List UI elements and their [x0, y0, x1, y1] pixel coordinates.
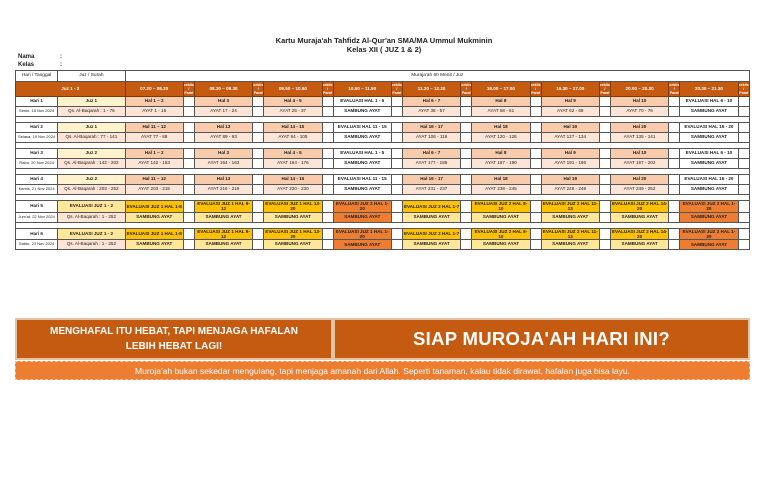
hafalan-cell: Hal 14 - 15: [264, 123, 322, 133]
paraf-cell[interactable]: [599, 240, 610, 250]
ceklis-cell[interactable]: [738, 175, 749, 185]
paraf-cell[interactable]: [322, 107, 333, 117]
ayat-cell: SAMBUNG AYAT: [333, 185, 391, 195]
day-label: Hari 2: [16, 123, 58, 133]
hafalan-cell: Hal 8: [472, 149, 530, 159]
ayat-cell: AYAT 1 - 16: [125, 107, 183, 117]
date-label: Jum'at, 22 Nov 2024: [16, 212, 58, 222]
ayat-cell: AYAT 197 - 202: [610, 159, 668, 169]
hafalan-cell: Hal 11 – 12: [125, 123, 183, 133]
header-juz-surah: Juz / Surah: [58, 71, 125, 82]
table-row: [16, 133, 750, 143]
paraf-cell[interactable]: [391, 240, 402, 250]
hafalan-cell: EVALUASI HAL 1 - 5: [333, 97, 391, 107]
ceklis-cell[interactable]: [530, 149, 541, 159]
ceklis-cell[interactable]: [599, 123, 610, 133]
header-time-slot: 07.20 – 08.20: [125, 82, 183, 97]
paraf-cell[interactable]: [461, 159, 472, 169]
ayat-cell: SAMBUNG AYAT: [472, 212, 530, 222]
ceklis-cell[interactable]: [669, 123, 680, 133]
nama-colon: :: [60, 54, 62, 60]
header-ceklis-paraf: ceklis / Paraf: [669, 82, 680, 96]
paraf-cell[interactable]: [461, 185, 472, 195]
ayat-cell: AYAT 70 - 76: [610, 107, 668, 117]
ayat-cell: SAMBUNG AYAT: [194, 240, 252, 250]
paraf-cell[interactable]: [183, 159, 194, 169]
paraf-cell[interactable]: [669, 185, 680, 195]
ceklis-cell[interactable]: [461, 228, 472, 240]
date-label: Kamis, 21 Nov 2024: [16, 185, 58, 195]
ayat-cell: SAMBUNG AYAT: [610, 212, 668, 222]
paraf-cell[interactable]: [530, 212, 541, 222]
paraf-cell[interactable]: [322, 240, 333, 250]
paraf-cell[interactable]: [599, 212, 610, 222]
hafalan-cell: EVALUASI JUZ 2 HAL 1-20: [680, 228, 738, 240]
ceklis-cell[interactable]: [599, 97, 610, 107]
ceklis-cell[interactable]: [530, 175, 541, 185]
ceklis-cell[interactable]: [322, 149, 333, 159]
ayat-cell: SAMBUNG AYAT: [680, 159, 738, 169]
header-ceklis-paraf: ceklis / Paraf: [253, 82, 264, 96]
ayat-cell: AYAT 106 - 119: [402, 133, 460, 143]
hafalan-cell: Hal 20: [610, 175, 668, 185]
paraf-cell[interactable]: [461, 107, 472, 117]
paraf-cell[interactable]: [738, 159, 749, 169]
hafalan-cell: Hal 18: [472, 123, 530, 133]
ceklis-cell[interactable]: [253, 123, 264, 133]
header-ceklis-paraf: ceklis / Paraf: [738, 82, 749, 96]
date-label: Selasa, 19 Nov 2024: [16, 133, 58, 143]
hafalan-cell: EVALUASI HAL 6 - 10: [680, 97, 738, 107]
juz-cell: Juz 2: [58, 175, 125, 185]
hafalan-cell: Hal 4 - 5: [264, 149, 322, 159]
ceklis-cell[interactable]: [391, 175, 402, 185]
surah-cell: Qs. Al-Baqarah : 77 - 141: [58, 133, 125, 143]
ayat-cell: SAMBUNG AYAT: [333, 107, 391, 117]
murajaah-table: [15, 70, 750, 250]
ceklis-cell[interactable]: [322, 201, 333, 213]
ceklis-cell[interactable]: [183, 149, 194, 159]
table-row: [16, 149, 750, 159]
hafalan-cell: EVALUASI JUZ 2 HAL 14-20: [611, 201, 668, 212]
ayat-cell: AYAT 58 - 61: [472, 107, 530, 117]
table-row: [16, 97, 750, 107]
paraf-cell[interactable]: [253, 133, 264, 143]
ayat-cell: AYAT 25 - 37: [264, 107, 322, 117]
hafalan-cell: Hal 4 - 5: [264, 97, 322, 107]
ceklis-cell[interactable]: [669, 228, 680, 240]
juz-cell: Juz 1: [58, 97, 125, 107]
ayat-cell: SAMBUNG AYAT: [541, 212, 599, 222]
paraf-cell[interactable]: [669, 159, 680, 169]
header-murajaah-span: Muraja'ah 60 Menit / Juz: [125, 71, 749, 82]
ceklis-cell[interactable]: [599, 228, 610, 240]
hafalan-cell: Hal 10: [610, 97, 668, 107]
header-ceklis-paraf: ceklis / Paraf: [461, 82, 472, 96]
murojaah-call-banner: SIAP MUROJA'AH HARI INI?: [333, 318, 750, 360]
paraf-cell[interactable]: [530, 185, 541, 195]
hafalan-cell: EVALUASI JUZ 2 HAL 11-13: [542, 201, 598, 212]
table-row: [16, 228, 750, 240]
header-time-slot: 10.50 – 11.50: [333, 82, 391, 97]
paraf-cell[interactable]: [391, 159, 402, 169]
date-label: Sabtu, 23 Nov 2024: [16, 240, 58, 250]
ceklis-cell[interactable]: [530, 97, 541, 107]
hafalan-cell: Hal 6 - 7: [402, 97, 460, 107]
hafalan-cell: Hal 18: [472, 175, 530, 185]
ceklis-cell[interactable]: [253, 201, 264, 213]
hafalan-cell: EVALUASI JUZ 1 HAL 1-8: [125, 228, 183, 240]
paraf-cell[interactable]: [322, 159, 333, 169]
ayat-cell: SAMBUNG AYAT: [333, 240, 391, 250]
paraf-cell[interactable]: [253, 159, 264, 169]
ceklis-cell[interactable]: [530, 123, 541, 133]
header-time-slot: 09.50 – 10.50: [264, 82, 322, 97]
ayat-cell: SAMBUNG AYAT: [264, 212, 322, 222]
paraf-cell[interactable]: [669, 133, 680, 143]
paraf-cell[interactable]: [530, 107, 541, 117]
paraf-cell[interactable]: [391, 212, 402, 222]
hafalan-cell: Hal 3: [194, 149, 252, 159]
hafalan-cell: EVALUASI HAL 11 - 15: [333, 175, 391, 185]
ceklis-cell[interactable]: [183, 201, 194, 213]
ayat-cell: AYAT 62 - 69: [541, 107, 599, 117]
ayat-cell: SAMBUNG AYAT: [541, 240, 599, 250]
paraf-cell[interactable]: [183, 185, 194, 195]
header-time-slot: 16.30 – 17.00: [541, 82, 599, 97]
paraf-cell[interactable]: [253, 240, 264, 250]
hafalan-cell: EVALUASI JUZ 2 HAL 1-20: [333, 201, 391, 213]
ceklis-cell[interactable]: [461, 175, 472, 185]
paraf-cell[interactable]: [669, 240, 680, 250]
surah-cell: Qs. Al-Baqarah : 203 - 252: [58, 185, 125, 195]
ayat-cell: AYAT 238 - 245: [472, 185, 530, 195]
juz-cell: EVALUASI JUZ 1 - 2: [58, 228, 125, 240]
ceklis-cell[interactable]: [322, 123, 333, 133]
hafalan-cell: Hal 13: [194, 123, 252, 133]
ceklis-cell[interactable]: [738, 149, 749, 159]
ayat-cell: AYAT 127 - 134: [541, 133, 599, 143]
ayat-cell: SAMBUNG AYAT: [680, 212, 738, 222]
paraf-cell[interactable]: [461, 212, 472, 222]
date-label: Rabu, 20 Nov 2024: [16, 159, 58, 169]
paraf-cell[interactable]: [253, 185, 264, 195]
ayat-cell: SAMBUNG AYAT: [402, 240, 460, 250]
ceklis-cell[interactable]: [669, 175, 680, 185]
quote-banner: Muroja'ah bukan sekedar mengulang, tapi menjaga amanah dari Allah. Seperti tanaman, kalau tidak dirawat, hafalan juga bisa layu.: [15, 361, 750, 380]
paraf-cell[interactable]: [738, 240, 749, 250]
hafalan-cell: EVALUASI JUZ 2 HAL 8-10: [472, 228, 530, 240]
page-subtitle: Kelas XII ( JUZ 1 & 2): [346, 45, 422, 54]
hafalan-cell: EVALUASI JUZ 2 HAL 1-7: [402, 228, 460, 240]
hafalan-cell: EVALUASI JUZ 1 HAL 13-20: [265, 228, 321, 239]
ceklis-cell[interactable]: [530, 201, 541, 213]
ayat-cell: AYAT 17 - 24: [194, 107, 252, 117]
hafalan-cell: Hal 8: [472, 97, 530, 107]
ayat-cell: AYAT 191 - 196: [541, 159, 599, 169]
ayat-cell: SAMBUNG AYAT: [125, 212, 183, 222]
ceklis-cell[interactable]: [322, 228, 333, 240]
paraf-cell[interactable]: [183, 133, 194, 143]
header-time-slot: 08.30 – 09.30: [194, 82, 252, 97]
day-label: Hari 4: [16, 175, 58, 185]
ayat-cell: AYAT 120 - 126: [472, 133, 530, 143]
paraf-cell[interactable]: [461, 240, 472, 250]
paraf-cell[interactable]: [530, 240, 541, 250]
paraf-cell[interactable]: [738, 212, 749, 222]
ayat-cell: AYAT 187 - 190: [472, 159, 530, 169]
ayat-cell: AYAT 94 - 105: [264, 133, 322, 143]
ceklis-cell[interactable]: [322, 97, 333, 107]
hafalan-cell: EVALUASI JUZ 1 HAL 9-12: [194, 201, 252, 213]
juz-cell: EVALUASI JUZ 1 - 2: [58, 201, 125, 213]
ayat-cell: AYAT 135 - 141: [610, 133, 668, 143]
hafalan-cell: EVALUASI JUZ 2 HAL 11-13: [542, 228, 598, 239]
ceklis-cell[interactable]: [391, 123, 402, 133]
paraf-cell[interactable]: [669, 212, 680, 222]
header-hari-tanggal: Hari / Tanggal: [16, 71, 58, 82]
hafalan-cell: EVALUASI JUZ 2 HAL 1-20: [680, 201, 738, 213]
table-row: [16, 107, 750, 117]
ceklis-cell[interactable]: [738, 123, 749, 133]
nama-field[interactable]: [18, 54, 62, 60]
motivation-line-2: LEBIH HEBAT LAGI!: [125, 341, 223, 352]
day-label: Hari 3: [16, 149, 58, 159]
hafalan-cell: Hal 9: [541, 149, 599, 159]
paraf-cell[interactable]: [322, 185, 333, 195]
hafalan-cell: EVALUASI JUZ 2 HAL 14-20: [611, 228, 668, 239]
hafalan-cell: EVALUASI JUZ 1 HAL 9-12: [194, 228, 252, 240]
date-label: Senin, 18 Nov 2024: [16, 107, 58, 117]
ceklis-cell[interactable]: [738, 97, 749, 107]
ceklis-cell[interactable]: [183, 228, 194, 240]
table-row: [16, 201, 750, 213]
kelas-colon: :: [60, 62, 62, 68]
ceklis-cell[interactable]: [461, 201, 472, 213]
header-ceklis-paraf: ceklis / Paraf: [599, 82, 610, 96]
hafalan-cell: EVALUASI HAL 11 - 15: [333, 123, 391, 133]
juz-cell: Juz 1: [58, 123, 125, 133]
ayat-cell: SAMBUNG AYAT: [333, 133, 391, 143]
paraf-cell[interactable]: [391, 107, 402, 117]
ayat-cell: SAMBUNG AYAT: [333, 212, 391, 222]
ceklis-cell[interactable]: [530, 228, 541, 240]
hafalan-cell: Hal 6 - 7: [402, 149, 460, 159]
ceklis-cell[interactable]: [253, 149, 264, 159]
ayat-cell: SAMBUNG AYAT: [333, 159, 391, 169]
ayat-cell: SAMBUNG AYAT: [264, 240, 322, 250]
ceklis-cell[interactable]: [599, 149, 610, 159]
ceklis-cell[interactable]: [253, 97, 264, 107]
table-row: [16, 159, 750, 169]
ceklis-cell[interactable]: [391, 97, 402, 107]
hafalan-cell: Hal 1 – 2: [125, 97, 183, 107]
hafalan-cell: EVALUASI JUZ 1 HAL 13-20: [265, 201, 321, 212]
ceklis-cell[interactable]: [669, 97, 680, 107]
hafalan-cell: EVALUASI HAL 6 - 10: [680, 149, 738, 159]
ayat-cell: SAMBUNG AYAT: [194, 212, 252, 222]
surah-cell: Qs. Al-Baqarah : 1 - 252: [58, 240, 125, 250]
ceklis-cell[interactable]: [391, 149, 402, 159]
nama-label: Nama: [18, 54, 35, 60]
ayat-cell: AYAT 231 - 237: [402, 185, 460, 195]
ceklis-cell[interactable]: [599, 201, 610, 213]
ceklis-cell[interactable]: [391, 201, 402, 213]
hafalan-cell: Hal 20: [610, 123, 668, 133]
paraf-cell[interactable]: [530, 159, 541, 169]
ayat-cell: AYAT 177 - 186: [402, 159, 460, 169]
paraf-cell[interactable]: [738, 185, 749, 195]
ayat-cell: SAMBUNG AYAT: [402, 212, 460, 222]
kelas-label: Kelas: [18, 62, 35, 68]
ceklis-cell[interactable]: [322, 175, 333, 185]
ayat-cell: AYAT 249 - 252: [610, 185, 668, 195]
hafalan-cell: EVALUASI HAL 16 - 20: [680, 123, 738, 133]
hafalan-cell: EVALUASI JUZ 1 HAL 1-20: [333, 228, 391, 240]
paraf-cell[interactable]: [183, 212, 194, 222]
hafalan-cell: EVALUASI HAL 16 - 20: [680, 175, 738, 185]
page-title: Kartu Muraja'ah Tahfidz Al-Qur'an SMA/MA Ummul Mukminin: [275, 36, 493, 45]
hafalan-cell: Hal 19: [541, 123, 599, 133]
ayat-cell: AYAT 164 - 176: [264, 159, 322, 169]
hafalan-cell: Hal 16 - 17: [402, 123, 460, 133]
paraf-cell[interactable]: [183, 240, 194, 250]
hafalan-cell: EVALUASI HAL 1 - 5: [333, 149, 391, 159]
paraf-cell[interactable]: [669, 107, 680, 117]
header-time-slot: 20.00 – 20.30: [610, 82, 668, 97]
paraf-cell[interactable]: [322, 212, 333, 222]
paraf-cell[interactable]: [253, 107, 264, 117]
paraf-cell[interactable]: [530, 133, 541, 143]
hafalan-cell: Hal 19: [541, 175, 599, 185]
surah-cell: Qs. Al-Baqarah : 142 - 202: [58, 159, 125, 169]
ceklis-cell[interactable]: [461, 123, 472, 133]
header-time-slot: 16.00 – 17.00: [472, 82, 530, 97]
table-row: [16, 212, 750, 222]
motivation-line-1: MENGHAFAL ITU HEBAT, TAPI MENJAGA HAFALAN: [50, 326, 298, 337]
ayat-cell: AYAT 154 - 163: [194, 159, 252, 169]
day-label: Hari 1: [16, 97, 58, 107]
hafalan-cell: EVALUASI JUZ 1 HAL 1-8: [125, 201, 183, 213]
ayat-cell: SAMBUNG AYAT: [680, 107, 738, 117]
motivation-banner: [15, 318, 333, 360]
day-label: Hari 5: [16, 201, 58, 213]
header-ceklis-paraf: ceklis / Paraf: [391, 82, 402, 96]
ceklis-cell[interactable]: [183, 175, 194, 185]
day-label: Hari 6: [16, 228, 58, 240]
ceklis-cell[interactable]: [253, 175, 264, 185]
paraf-cell[interactable]: [322, 133, 333, 143]
juz-cell: Juz 2: [58, 149, 125, 159]
paraf-cell[interactable]: [253, 212, 264, 222]
ayat-cell: AYAT 203 - 215: [125, 185, 183, 195]
hafalan-cell: Hal 10: [610, 149, 668, 159]
ceklis-cell[interactable]: [738, 201, 749, 213]
ceklis-cell[interactable]: [669, 149, 680, 159]
ceklis-cell[interactable]: [253, 228, 264, 240]
hafalan-cell: Hal 1 – 2: [125, 149, 183, 159]
ayat-cell: SAMBUNG AYAT: [472, 240, 530, 250]
ceklis-cell[interactable]: [183, 123, 194, 133]
hafalan-cell: Hal 3: [194, 97, 252, 107]
ceklis-cell[interactable]: [461, 149, 472, 159]
paraf-cell[interactable]: [391, 185, 402, 195]
paraf-cell[interactable]: [599, 133, 610, 143]
ayat-cell: AYAT 220 - 230: [264, 185, 322, 195]
ayat-cell: AYAT 216 - 219: [194, 185, 252, 195]
ceklis-cell[interactable]: [669, 201, 680, 213]
header-ceklis-paraf: ceklis / Paraf: [530, 82, 541, 96]
header-ceklis-paraf: ceklis / Paraf: [322, 82, 333, 96]
header-ceklis-paraf: ceklis / Paraf: [183, 82, 194, 96]
hafalan-cell: Hal 9: [541, 97, 599, 107]
table-row: [16, 240, 750, 250]
hafalan-cell: Hal 11 – 12: [125, 175, 183, 185]
paraf-cell[interactable]: [738, 133, 749, 143]
ayat-cell: SAMBUNG AYAT: [680, 133, 738, 143]
paraf-cell[interactable]: [391, 133, 402, 143]
ayat-cell: SAMBUNG AYAT: [125, 240, 183, 250]
ayat-cell: AYAT 38 - 57: [402, 107, 460, 117]
paraf-cell[interactable]: [183, 107, 194, 117]
ceklis-cell[interactable]: [461, 97, 472, 107]
hafalan-cell: Hal 14 - 15: [264, 175, 322, 185]
table-row: [16, 175, 750, 185]
ayat-cell: SAMBUNG AYAT: [610, 240, 668, 250]
ayat-cell: AYAT 77 - 88: [125, 133, 183, 143]
paraf-cell[interactable]: [738, 107, 749, 117]
ceklis-cell[interactable]: [738, 228, 749, 240]
surah-cell: Qs. Al-Baqarah : 1 - 252: [58, 212, 125, 222]
ceklis-cell[interactable]: [599, 175, 610, 185]
ayat-cell: AYAT 142 - 153: [125, 159, 183, 169]
header-juz-range: Juz 1 - 2: [16, 82, 126, 97]
hafalan-cell: EVALUASI JUZ 2 HAL 8-10: [472, 201, 530, 213]
header-time-slot: 20.30 – 21.30: [680, 82, 738, 97]
paraf-cell[interactable]: [599, 159, 610, 169]
paraf-cell[interactable]: [599, 107, 610, 117]
table-row: [16, 123, 750, 133]
kelas-field[interactable]: [18, 62, 62, 68]
ceklis-cell[interactable]: [391, 228, 402, 240]
hafalan-cell: EVALUASI JUZ 2 HAL 1-7: [402, 201, 460, 213]
paraf-cell[interactable]: [599, 185, 610, 195]
ayat-cell: AYAT 89 - 93: [194, 133, 252, 143]
hafalan-cell: Hal 16 - 17: [402, 175, 460, 185]
hafalan-cell: Hal 13: [194, 175, 252, 185]
surah-cell: Qs. Al-Baqarah : 1 - 76: [58, 107, 125, 117]
header-time-slot: 11.20 – 12.20: [402, 82, 460, 97]
table-row: [16, 185, 750, 195]
ceklis-cell[interactable]: [183, 97, 194, 107]
ayat-cell: SAMBUNG AYAT: [680, 240, 738, 250]
ayat-cell: SAMBUNG AYAT: [680, 185, 738, 195]
ayat-cell: AYAT 246 - 248: [541, 185, 599, 195]
paraf-cell[interactable]: [461, 133, 472, 143]
